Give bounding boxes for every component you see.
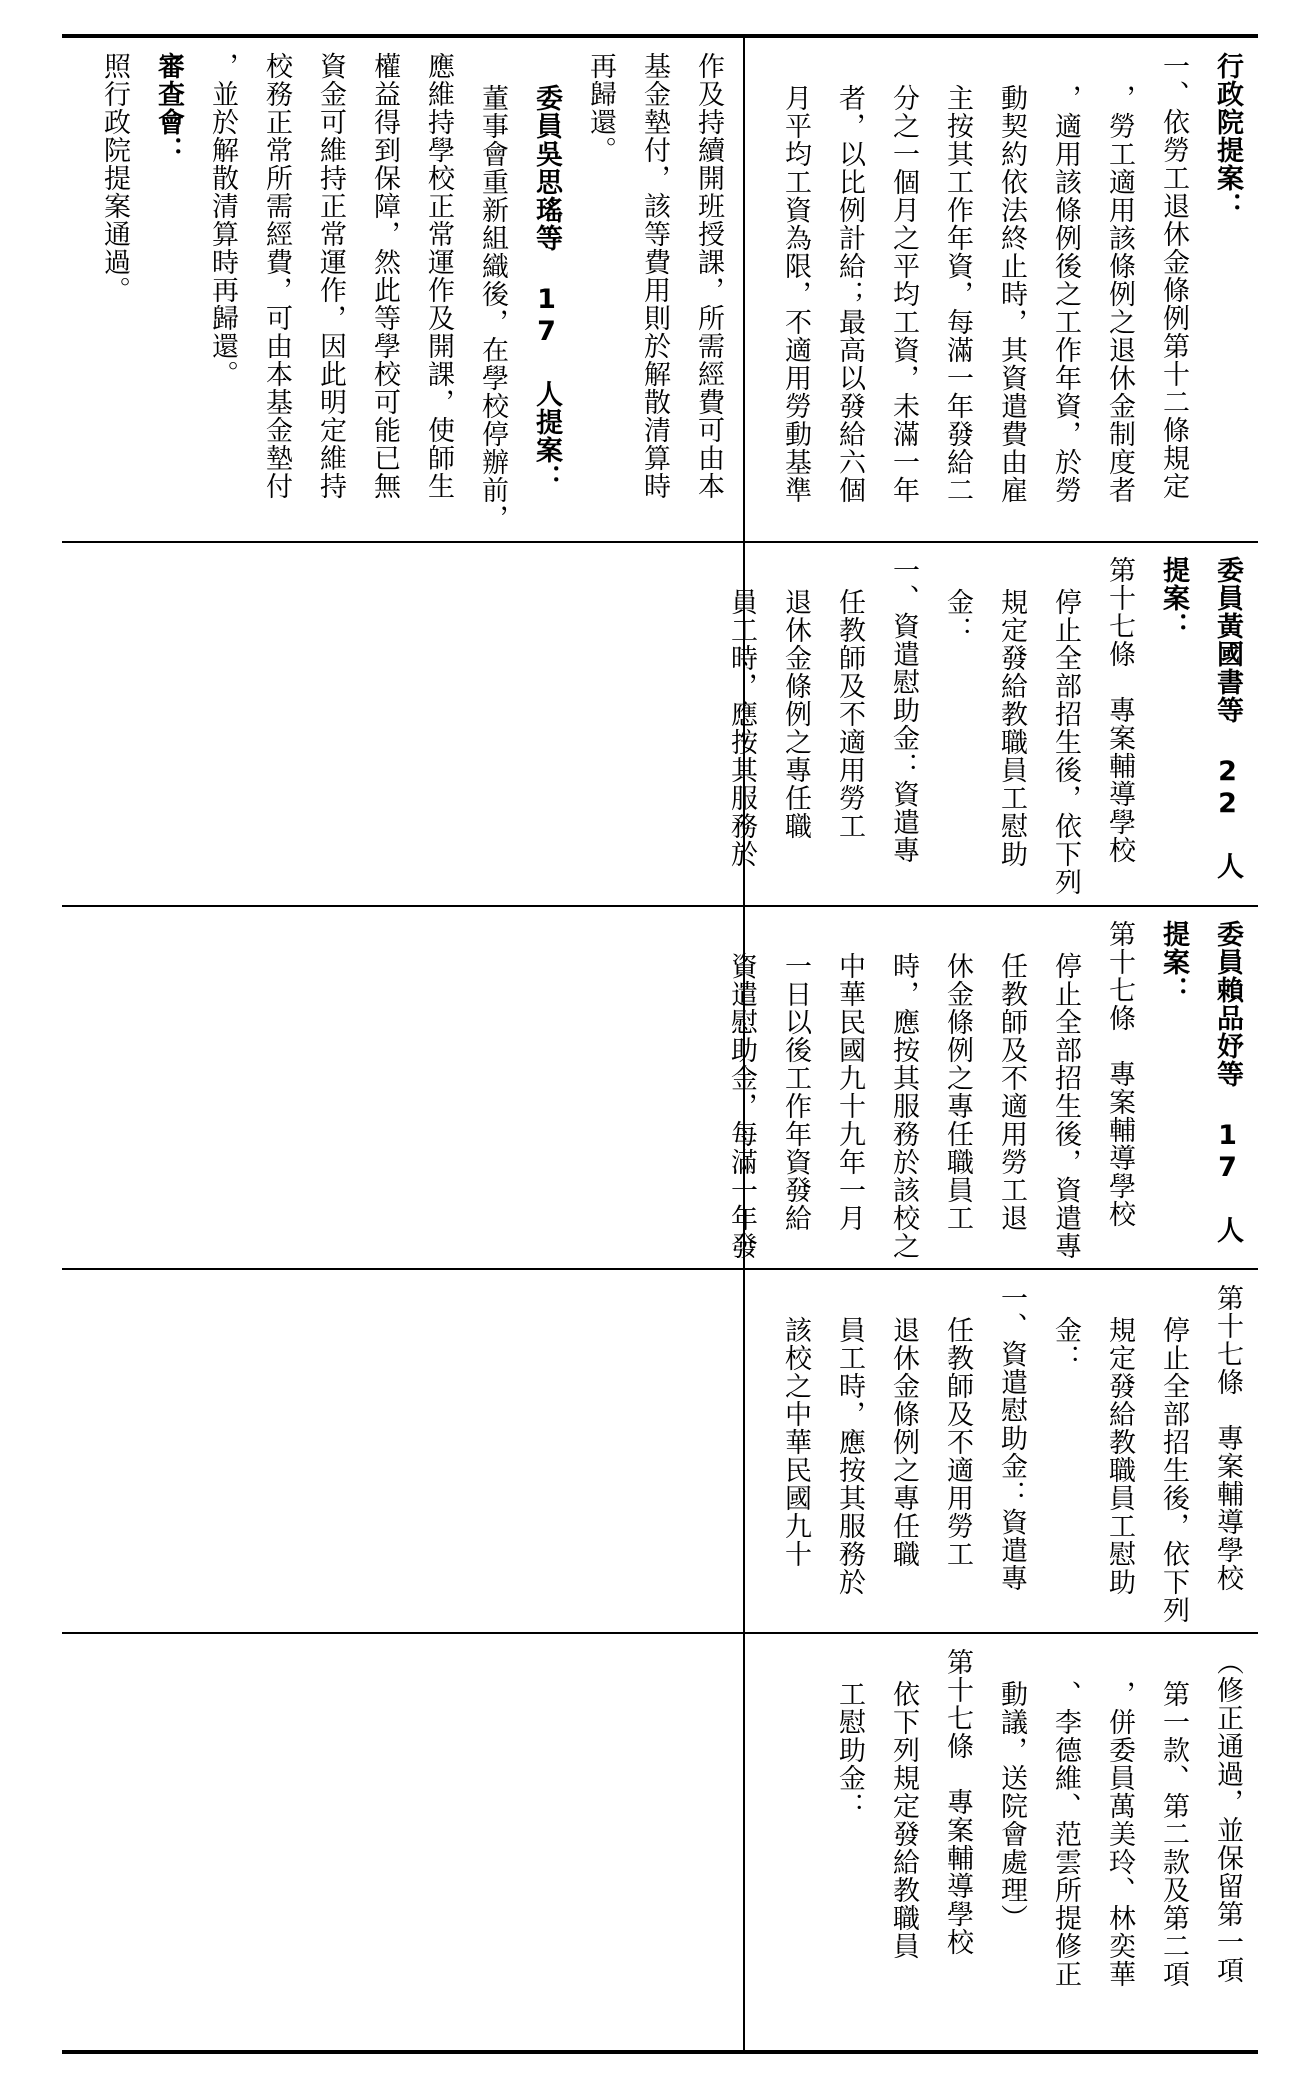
text-line: 月平均工資為限，不適用勞動基準	[780, 84, 811, 504]
text-line: 資金可維持正常運作，因此明定維持	[315, 52, 346, 500]
text-line: 動契約依法終止時，其資遣費由雇	[996, 84, 1027, 504]
text-line: 主按其工作年資，每滿一年發給二	[942, 84, 973, 504]
text-line: ，適用該條例後之工作年資，於勞	[1050, 84, 1081, 504]
text-line: 金：	[942, 588, 973, 644]
cell-right-row1	[80, 52, 735, 534]
text-line: 規定發給教職員工慰助	[1104, 1316, 1135, 1596]
cell-left-row5	[762, 1648, 1254, 2044]
heading-executive-proposal: 行政院提案：	[1212, 52, 1243, 220]
text-line: 第十七條 專案輔導學校	[1104, 556, 1135, 864]
text-line: 一、依勞工退休金條例第十二條規定	[1158, 52, 1189, 500]
text-line: 動議，送院會處理）	[996, 1680, 1027, 1932]
cell-left-row1	[762, 52, 1254, 534]
text-line: 照行政院提案通過。	[99, 52, 130, 304]
heading-proposal: 委員吳思瑤等 17 人提案：	[531, 84, 562, 492]
heading-review: 審查會：	[153, 52, 184, 164]
text-line: 作及持續開班授課，所需經費可由本	[693, 52, 724, 500]
text-line: （修正通過，並保留第一項	[1212, 1648, 1243, 1984]
text-line: 第一款、第二款及第二項	[1158, 1680, 1189, 1988]
row-divider-3	[62, 1268, 1258, 1270]
row-divider-4	[62, 1632, 1258, 1634]
text-line: 任教師及不適用勞工	[834, 588, 865, 840]
text-line: 一、資遣慰助金：資遣專	[888, 556, 919, 864]
text-line: ，併委員萬美玲、林奕華	[1104, 1680, 1135, 1988]
text-line: 、李德維、范雲所提修正	[1050, 1680, 1081, 1988]
cell-left-row2	[726, 556, 1254, 900]
heading-proposal: 委員黃國書等 22 人提案：	[1158, 556, 1243, 880]
text-line: ，並於解散清算時再歸還。	[207, 52, 238, 388]
text-line: 一、資遣慰助金：資遣專	[996, 1284, 1027, 1592]
text-line: 基金墊付，該等費用則於解散清算時	[639, 52, 670, 500]
text-line: 該校之中華民國九十	[780, 1316, 811, 1568]
text-line: 第十七條 專案輔導學校	[1104, 920, 1135, 1228]
row-divider-1	[62, 541, 1258, 543]
text-line: 校務正常所需經費，可由本基金墊付	[261, 52, 292, 500]
text-line: 工慰助金：	[834, 1680, 865, 1820]
text-line: 時，應按其服務於該校之	[888, 952, 919, 1260]
text-line: 金：	[1050, 1316, 1081, 1372]
text-line: 員工時，應按其服務於	[726, 588, 757, 868]
text-line: 再歸還。	[585, 52, 616, 164]
text-line: 一日以後工作年資發給	[780, 952, 811, 1232]
text-line: 資遣慰助金，每滿一年發	[726, 952, 757, 1260]
text-line: 任教師及不適用勞工退	[996, 952, 1027, 1232]
text-line: 依下列規定發給教職員	[888, 1680, 919, 1960]
cell-left-row3	[726, 920, 1254, 1264]
row-divider-2	[62, 905, 1258, 907]
text-line: 第十七條 專案輔導學校	[942, 1648, 973, 1956]
text-line: 中華民國九十九年一月	[834, 952, 865, 1232]
text-line: 規定發給教職員工慰助	[996, 588, 1027, 868]
table-top-rule	[62, 34, 1258, 38]
text-line: 董事會重新組織後，在學校停辦前，	[477, 84, 508, 532]
text-line: 任教師及不適用勞工	[942, 1316, 973, 1568]
text-line: 退休金條例之專任職	[780, 588, 811, 840]
text-line: 員工時，應按其服務於	[834, 1316, 865, 1596]
text-line: 停止全部招生後，資遣專	[1050, 952, 1081, 1260]
text-line: 停止全部招生後，依下列	[1158, 1316, 1189, 1624]
heading-proposal: 委員賴品妤等 17 人提案：	[1158, 920, 1243, 1244]
text-line: 者，以比例計給；最高以發給六個	[834, 84, 865, 504]
text-line: 退休金條例之專任職	[888, 1316, 919, 1568]
text-line: 分之一個月之平均工資，未滿一年	[888, 84, 919, 504]
cell-left-row4	[762, 1284, 1254, 1628]
text-line: 停止全部招生後，依下列	[1050, 588, 1081, 896]
text-line: 休金條例之專任職員工	[942, 952, 973, 1232]
text-line: 權益得到保障，然此等學校可能已無	[369, 52, 400, 500]
text-line: 應維持學校正常運作及開課，使師生	[423, 52, 454, 500]
text-line: ，勞工適用該條例之退休金制度者	[1104, 84, 1135, 504]
text-line: 第十七條 專案輔導學校	[1212, 1284, 1243, 1592]
table-bottom-rule	[62, 2050, 1258, 2054]
